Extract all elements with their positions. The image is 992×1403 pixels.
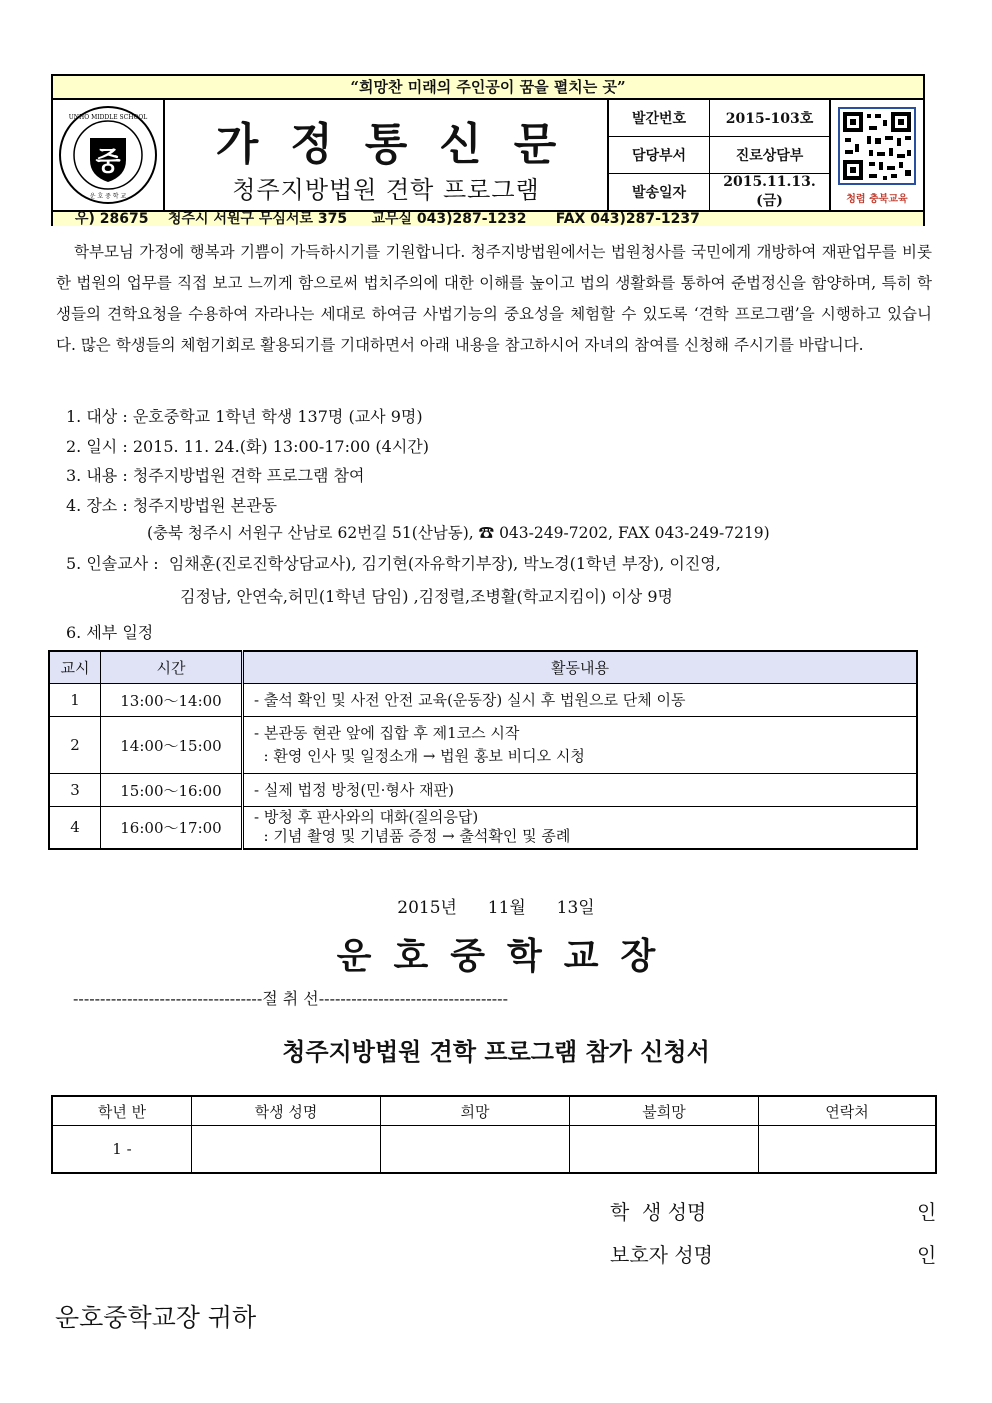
meta-table xyxy=(609,100,831,210)
application-table xyxy=(51,1095,937,1174)
activity-line: - 출석 확인 및 사전 안전 교육(운동장) 실시 후 법원으로 단체 이동 xyxy=(254,690,686,709)
info-item-teachers-cont: 김정남, 안연숙,허민(1학년 담임) ,김정렬,조병활(학교지킴이) 이상 9명 xyxy=(180,587,673,606)
time-cell: 15:00～16:00 xyxy=(101,774,243,807)
period-cell: 4 xyxy=(49,807,101,849)
qr-code-icon xyxy=(831,100,923,210)
schedule-row xyxy=(49,717,917,774)
principal-signature: 운호중학교장 xyxy=(336,935,678,977)
schedule-row xyxy=(49,774,917,807)
addressee: 운호중학교장 귀하 xyxy=(55,1303,257,1332)
school-logo xyxy=(53,100,163,208)
meta-row xyxy=(609,100,830,137)
period-cell: 1 xyxy=(49,684,101,717)
info-item-target: 1. 대상 : 운호중학교 1학년 학생 137명 (교사 9명) xyxy=(66,407,423,426)
col-activity: 활동내용 xyxy=(243,651,918,684)
contact-field[interactable] xyxy=(759,1126,937,1174)
activity-cell xyxy=(243,684,918,717)
parent-seal: 인 xyxy=(917,1243,937,1267)
info-item-teachers: 5. 인솔교사 : 임채훈(진로진학상담교사), 김기현(자유학기부장), 박노경(1학년 부장), 이진영, xyxy=(66,554,721,573)
student-seal: 인 xyxy=(917,1200,937,1224)
issue-date: 2015년 11월 13일 xyxy=(397,898,595,918)
col-not-attend: 불희망 xyxy=(570,1096,759,1126)
student-signature-label: 학 생 성명 xyxy=(610,1200,707,1224)
time-cell: 14:00～15:00 xyxy=(101,717,243,774)
info-item-place-detail: (충북 청주시 서원구 산남로 62번길 51(산남동), ☎ 043-249-7202, FAX 043-249-7219) xyxy=(147,524,770,542)
meta-label: 발간번호 xyxy=(609,100,710,137)
activity-line: - 방청 후 판사와의 대화(질의응답) xyxy=(254,808,479,827)
attend-field[interactable] xyxy=(381,1126,570,1174)
period-cell: 3 xyxy=(49,774,101,807)
logo-bottom-text: 운 호 중 학 교 xyxy=(89,193,127,200)
school-motto: “희망찬 미래의 주인공이 꿈을 펼치는 곳” xyxy=(53,76,923,100)
col-time: 시간 xyxy=(101,651,243,684)
logo-cell xyxy=(53,100,165,210)
application-row xyxy=(52,1126,936,1174)
cut-line: -----------------------------------절 취 선----------------------------------- xyxy=(73,989,508,1008)
activity-line: : 환영 인사 및 일정소개 → 법원 홍보 비디오 시청 xyxy=(254,747,585,765)
meta-label: 발송일자 xyxy=(609,174,710,211)
logo-char: 중 xyxy=(95,147,121,177)
col-attend: 희망 xyxy=(381,1096,570,1126)
qr-caption: 청렴 충북교육 xyxy=(846,194,908,205)
title-cell xyxy=(165,100,609,210)
newsletter-title: 가정통신문 xyxy=(215,119,589,170)
info-item-content: 3. 내용 : 청주지방법원 견학 프로그램 참여 xyxy=(66,466,365,485)
not-attend-field[interactable] xyxy=(570,1126,759,1174)
schedule-header-row xyxy=(49,651,917,684)
info-item-datetime: 2. 일시 : 2015. 11. 24.(화) 13:00-17:00 (4시간) xyxy=(66,437,430,456)
parent-signature-label: 보호자 성명 xyxy=(610,1243,713,1267)
application-header-row xyxy=(52,1096,936,1126)
activity-line: - 본관동 현관 앞에 집합 후 제1코스 시작 xyxy=(254,724,520,742)
meta-label: 담당부서 xyxy=(609,137,710,174)
col-contact: 연락처 xyxy=(759,1096,937,1126)
col-period: 교시 xyxy=(49,651,101,684)
form-title: 청주지방법원 견학 프로그램 참가 신청서 xyxy=(282,1037,710,1066)
schedule-table xyxy=(48,650,918,850)
qr-cell xyxy=(831,100,923,210)
info-item-place: 4. 장소 : 청주지방법원 본관동 xyxy=(66,496,278,515)
newsletter-header xyxy=(51,74,925,226)
time-cell: 16:00～17:00 xyxy=(101,807,243,849)
col-class: 학년 반 xyxy=(52,1096,192,1126)
period-cell: 2 xyxy=(49,717,101,774)
info-item-schedule: 6. 세부 일정 xyxy=(66,623,154,642)
meta-value: 2015-103호 xyxy=(710,100,831,137)
schedule-row xyxy=(49,684,917,717)
col-student-name: 학생 성명 xyxy=(192,1096,381,1126)
activity-cell xyxy=(243,774,918,807)
activity-cell xyxy=(243,807,918,849)
meta-row xyxy=(609,137,830,174)
class-field[interactable]: 1 - xyxy=(52,1126,192,1174)
time-cell: 13:00～14:00 xyxy=(101,684,243,717)
school-address: 우) 28675 청주시 서원구 무심서로 375 교무실 043)287-1232 FAX 043)287-1237 xyxy=(53,210,923,226)
activity-line: : 기념 촬영 및 기념품 증정 → 출석확인 및 종례 xyxy=(254,827,571,846)
activity-line: - 실제 법정 방청(민·형사 재판) xyxy=(254,780,455,799)
meta-value: 2015.11.13.(금) xyxy=(723,174,816,209)
logo-text: UNHO MIDDLE SCHOOL xyxy=(68,114,148,121)
activity-cell xyxy=(243,717,918,774)
meta-value: 진로상담부 xyxy=(710,137,831,174)
intro-paragraph: 학부모님 가정에 행복과 기쁨이 가득하시기를 기원합니다. 청주지방법원에서는 법원청사를 국민에게 개방하여 재판업무를 비롯한 법원의 업무를 직접 보고 느끼게 함으로써 법치주의에 대한 이해를 높이고 법의 생활화를 통하여 준법정신을 함양하며, 특히 학생들의 견학요청을 수용하여 자라나는 세대로 하여금 사법기능의 중요성을 체험할 수 있도록 ‘견학 프로그램’을 시행하고 있습니다. 많은 학생들의 체험기회로 활용되기를 기대하면서 아래 내용을 참고하시어 자녀의 참여를 신청해 주시기를 바랍니다. xyxy=(56,243,932,354)
student-name-field[interactable] xyxy=(192,1126,381,1174)
newsletter-subtitle: 청주지방법원 견학 프로그램 xyxy=(232,176,540,204)
schedule-row xyxy=(49,807,917,849)
meta-row xyxy=(609,174,830,211)
